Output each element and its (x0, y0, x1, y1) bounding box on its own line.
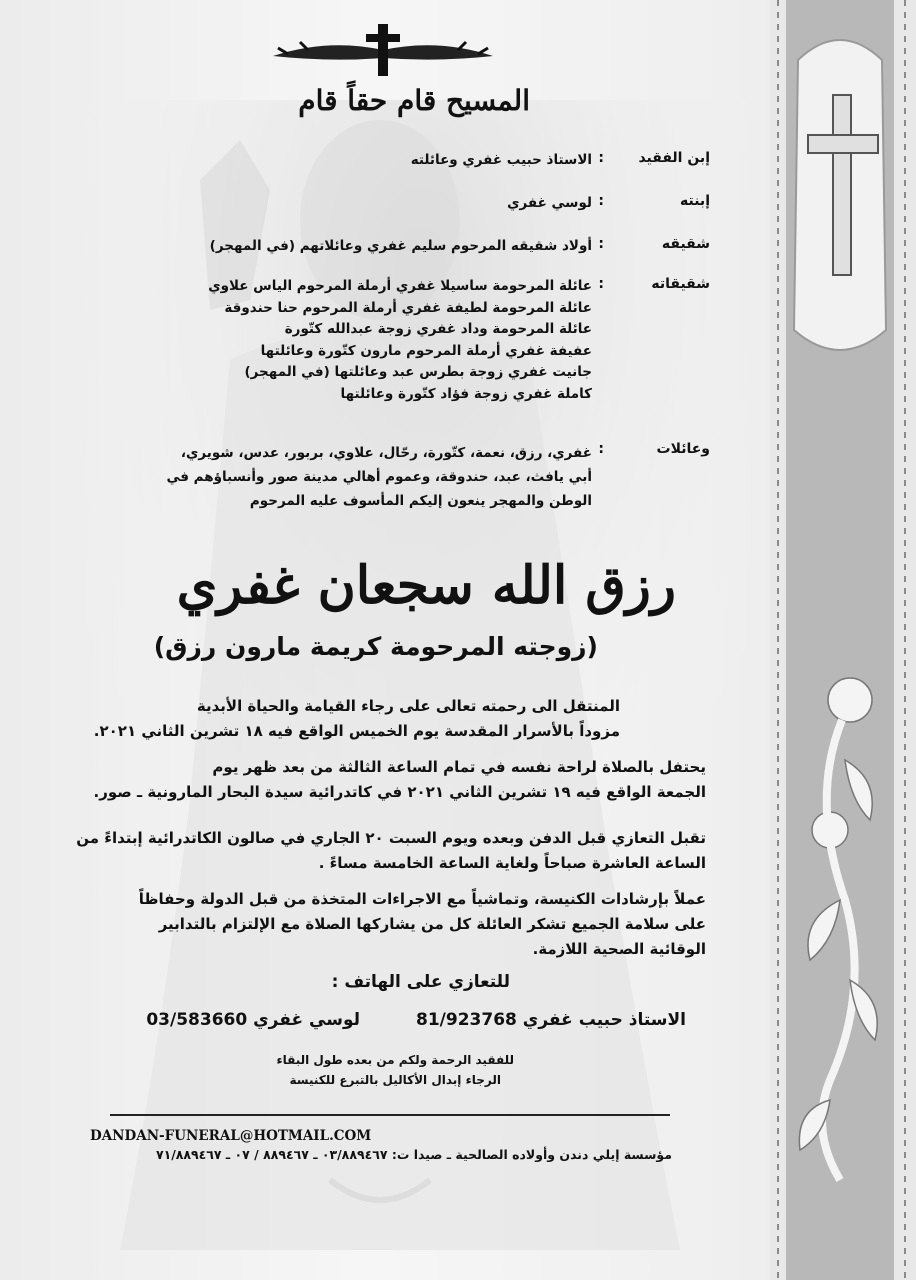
mourner-value-daughter: لوسي غفري (507, 195, 592, 211)
condolences-line: تقبل التعازي قبل الدفن وبعده ويوم السبت ٢٠ الجاري في صالون الكاتدرائية إبتداءً من (76, 829, 706, 847)
closing-line: للفقيد الرحمة ولكم من بعده طول البقاء (276, 1053, 514, 1067)
colon: : (598, 193, 604, 209)
health-line: عملاً بإرشادات الكنيسة، وتماشياً مع الاجراءات المتخذة من قبل الدولة وحفاظاً (138, 890, 706, 908)
prayer-paragraph (94, 755, 706, 805)
colon: : (598, 441, 604, 457)
prayer-line: الجمعة الواقع فيه ١٩ تشرين الثاني ٢٠٢١ في كاتدرائية سيدة البحار المارونية ـ صور. (93, 783, 706, 801)
ornamental-border (770, 0, 916, 1280)
health-line: الوقائية الصحية اللازمة. (532, 940, 706, 958)
mourner-value-son: الاستاذ حبيب غفري وعائلته (410, 152, 592, 168)
health-paragraph (139, 887, 706, 962)
families-line: غفري، رزق، نعمة، كتّورة، رحّال، علاوي، بربور، عدس، شويري، (180, 445, 592, 461)
families-line: الوطن والمهجر ينعون إليكم المأسوف عليه المرحوم (249, 493, 592, 509)
colon: : (598, 276, 604, 292)
header-title: المسيح قام حقاً قام (298, 84, 530, 117)
condolences-line: الساعة العاشرة صباحاً ولغاية الساعة الخامسة مساءً . (318, 854, 706, 872)
phone-heading: للتعازي على الهاتف : (331, 972, 510, 992)
death-line: المنتقل الى رحمته تعالى على رجاء القيامة والحياة الأبدية (196, 697, 620, 715)
mourner-value-sisters (208, 276, 592, 405)
mourner-label-brother: شقيقه (661, 236, 710, 252)
sister-line: عائلة المرحومة وداد غفري زوجة عبدالله كتّورة (284, 321, 592, 337)
divider (110, 1114, 670, 1116)
sister-line: عفيفة غفري أرملة المرحوم مارون كتّورة وعائلتها (260, 342, 592, 359)
colon: : (598, 236, 604, 252)
closing-line: الرجاء إبدال الأكاليل بالتبرع للكنيسة (289, 1073, 501, 1087)
families-line: أبي يافث، عبد، حندوقة، وعموم أهالي مدينة صور وأنسباؤهم في (166, 469, 592, 485)
sister-line: جانيت غفري زوجة بطرس عبد وعائلتها (في المهجر) (244, 364, 592, 380)
death-paragraph (94, 694, 620, 744)
sister-line: كاملة غفري زوجة فؤاد كتّورة وعائلتها (340, 385, 592, 402)
footer-email: DANDAN-FUNERAL@HOTMAIL.COM (90, 1128, 372, 1144)
mourner-value-families (166, 441, 592, 513)
sister-line: عائلة المرحومة ساسيلا غفري أرملة المرحوم الياس علاوي (208, 278, 592, 294)
death-line: مزوداً بالأسرار المقدسة يوم الخميس الواقع فيه ١٨ تشرين الثاني ٢٠٢١. (93, 722, 620, 740)
deceased-name: رزق الله سجعان غفري (176, 555, 676, 616)
colon: : (598, 150, 604, 166)
mourner-label-son: إبن الفقيد (638, 150, 710, 166)
closing-message (276, 1050, 514, 1090)
footer-company: مؤسسة إيلي دندن وأولاده الصالحية ـ صيدا ت: ٠٣/٨٨٩٤٦٧ ـ ٨٨٩٤٦٧ / ٠٧ ـ ٧١/٨٨٩٤٦٧ (155, 1147, 672, 1162)
mourner-label-daughter: إبنته (680, 193, 710, 209)
mourner-value-brother: أولاد شقيقه المرحوم سليم غفري وعائلاتهم (في المهجر) (209, 238, 592, 254)
deceased-subtitle: (زوجته المرحومة كريمة مارون رزق) (153, 632, 598, 661)
health-line: على سلامة الجميع تشكر العائلة كل من يشاركها الصلاة مع الإلتزام بالتدابير (158, 915, 706, 933)
mourner-label-sisters: شقيقاته (651, 276, 710, 292)
cross-wreath-icon (268, 20, 498, 78)
condolences-paragraph (76, 826, 706, 876)
phone-contact-habib: الاستاذ حبيب غفري 81/923768 (416, 1010, 686, 1030)
mourner-label-families: وعائلات (656, 441, 710, 457)
phone-contact-lucy: لوسي غفري 03/583660 (146, 1010, 360, 1030)
sister-line: عائلة المرحومة لطيفة غفري أرملة المرحوم حنا حندوقة (224, 299, 592, 316)
prayer-line: يحتفل بالصلاة لراحة نفسه في تمام الساعة الثالثة من بعد ظهر يوم (212, 758, 706, 776)
